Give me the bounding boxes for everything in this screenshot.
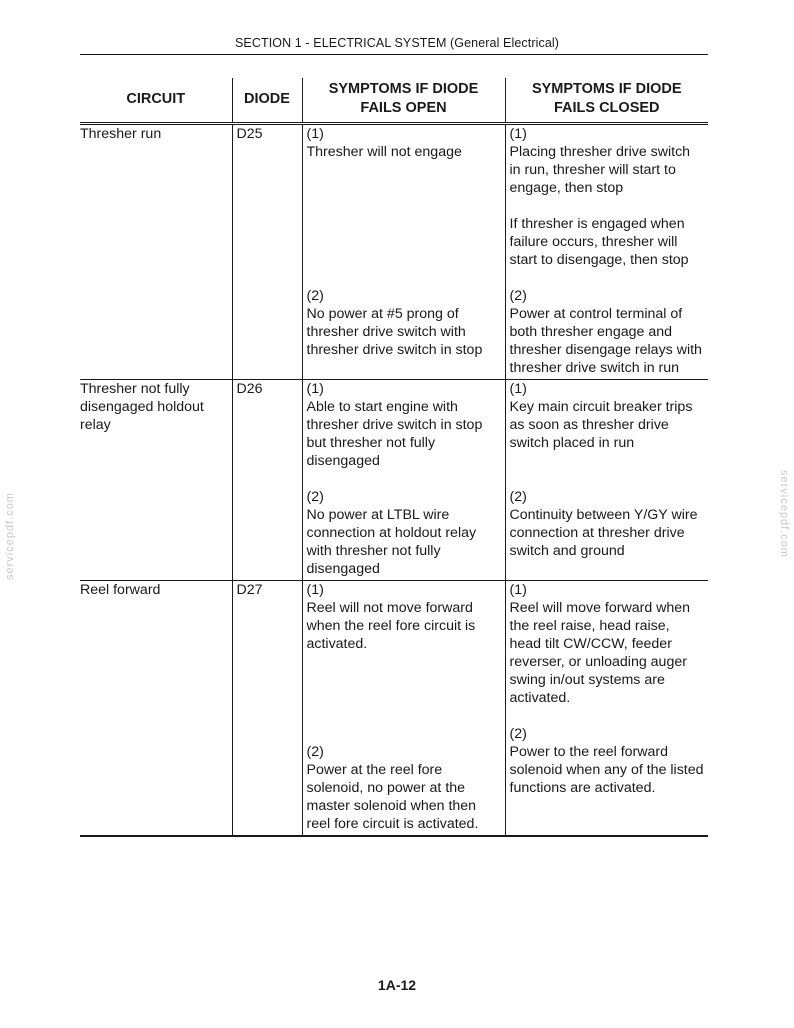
table-row (80, 124, 708, 380)
entry-text-secondary: If thresher is engaged when failure occurs, thresher will start to disengage, then stop (509, 216, 689, 268)
entry-text: Continuity between Y/GY wire connection at thresher drive switch and ground (509, 507, 698, 559)
circuit-cell: Thresher run (80, 124, 232, 380)
entry-text: Power at the reel fore solenoid, no power at the master solenoid when then reel fore circuit is activated. (306, 762, 479, 832)
entry-text: No power at LTBL wire connection at holdout relay with thresher not fully disengaged (306, 507, 477, 577)
entry-text: Thresher will not engage (306, 144, 462, 160)
diode-cell: D25 (232, 124, 302, 380)
symptom-entry (510, 725, 706, 797)
page-number: 1A-12 (377, 977, 417, 993)
symptom-entry (510, 488, 706, 560)
column-header-diode: DIODE (232, 78, 302, 124)
entry-number: (1) (306, 381, 324, 397)
header-rule (80, 54, 708, 55)
entry-number: (1) (306, 126, 324, 142)
entry-number: (2) (509, 726, 527, 742)
symptom-entry (307, 743, 502, 833)
symptom-entry (307, 287, 502, 359)
entry-text: Power to the reel forward solenoid when any of the listed functions are activated. (509, 744, 704, 796)
symptom-entry (510, 380, 706, 452)
fails-open-cell (302, 124, 505, 380)
diode-cell: D26 (232, 380, 302, 581)
entry-text: Reel will not move forward when the reel fore circuit is activated. (306, 600, 476, 652)
section-header: SECTION 1 - ELECTRICAL SYSTEM (General Electrical) (234, 36, 560, 50)
diode-symptoms-table (80, 78, 708, 837)
symptom-entry (510, 581, 706, 707)
symptom-entry (510, 125, 706, 269)
fails-closed-cell (505, 581, 708, 837)
entry-text: Placing thresher drive switch in run, thresher will start to engage, then stop (509, 144, 691, 196)
diode-cell: D27 (232, 581, 302, 837)
fails-open-cell (302, 581, 505, 837)
watermark-left: servicepdf.com (4, 492, 16, 580)
circuit-cell: Reel forward (80, 581, 232, 837)
entry-number: (2) (509, 288, 527, 304)
column-header-circuit: CIRCUIT (80, 78, 232, 124)
entry-text: Power at control terminal of both thresher engage and thresher disengage relays with thresher drive switch in run (509, 306, 702, 376)
entry-number: (1) (509, 126, 527, 142)
symptom-entry (307, 581, 502, 653)
entry-text: No power at #5 prong of thresher drive switch with thresher drive switch in stop (306, 306, 483, 358)
entry-number: (1) (509, 381, 527, 397)
column-header-fails-open: SYMPTOMS IF DIODE FAILS OPEN (302, 78, 505, 124)
entry-text: Able to start engine with thresher drive switch in stop but thresher not fully disengaged (306, 399, 483, 469)
entry-number: (2) (306, 489, 324, 505)
symptom-entry (510, 287, 706, 377)
watermark-right: servicepdf.com (778, 470, 790, 558)
symptom-entry (307, 488, 502, 578)
fails-open-cell (302, 380, 505, 581)
circuit-cell: Thresher not fully disengaged holdout relay (80, 380, 232, 581)
entry-text: Reel will move forward when the reel raise, head raise, head tilt CW/CCW, feeder reverser, or unloading auger swing in/out systems are activated. (509, 600, 691, 706)
fails-closed-cell (505, 124, 708, 380)
table-header-row (80, 78, 708, 124)
symptom-entry (307, 380, 502, 470)
entry-number: (1) (509, 582, 527, 598)
entry-number: (2) (306, 744, 324, 760)
table-row (80, 581, 708, 837)
table-row (80, 380, 708, 581)
column-header-fails-closed: SYMPTOMS IF DIODE FAILS CLOSED (505, 78, 708, 124)
entry-number: (1) (306, 582, 324, 598)
entry-text: Key main circuit breaker trips as soon as thresher drive switch placed in run (509, 399, 693, 451)
entry-number: (2) (509, 489, 527, 505)
entry-number: (2) (306, 288, 324, 304)
symptom-entry (307, 125, 502, 161)
fails-closed-cell (505, 380, 708, 581)
diode-table-container (80, 78, 708, 837)
